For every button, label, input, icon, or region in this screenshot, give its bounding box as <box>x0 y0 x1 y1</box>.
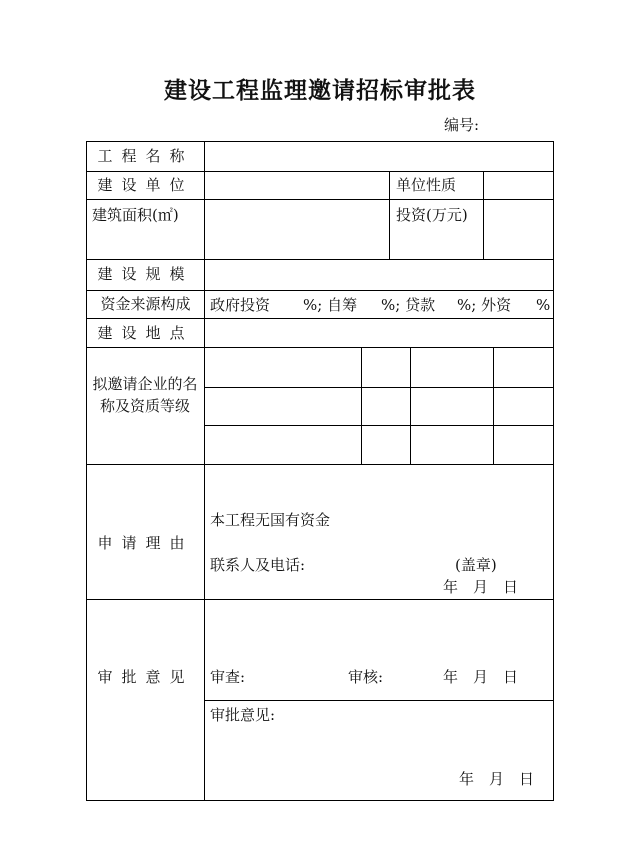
seal-label: (盖章) <box>455 556 497 574</box>
funding-source-label: 资金来源构成 <box>100 295 191 313</box>
approval-label: 审批意见 <box>97 668 194 686</box>
unit-nature-label: 单位性质 <box>396 176 457 194</box>
opinion-label: 审批意见: <box>210 706 276 724</box>
serial-number-label: 编号: <box>444 116 480 134</box>
table-bottom-border <box>86 800 554 801</box>
location-label: 建设地点 <box>97 324 194 342</box>
project-name-label: 工程名称 <box>97 147 194 165</box>
scale-label: 建设规模 <box>97 265 194 283</box>
reason-text: 本工程无国有资金 <box>210 511 331 529</box>
funding-self: %; 自筹 <box>303 296 358 314</box>
area-label: 建筑面积(㎡) <box>92 206 179 224</box>
investment-label: 投资(万元) <box>396 206 468 224</box>
table-top-border <box>86 141 554 142</box>
form-title: 建设工程监理邀请招标审批表 <box>164 77 476 104</box>
contact-label: 联系人及电话: <box>210 556 306 574</box>
approval-date: 年 月 日 <box>443 668 519 686</box>
funding-end: % <box>536 296 551 314</box>
reason-label: 申请理由 <box>97 534 194 552</box>
table-right-border <box>553 141 554 801</box>
review-label: 审查: <box>210 668 246 686</box>
reason-date: 年 月 日 <box>443 578 519 596</box>
funding-foreign: %; 外资 <box>457 296 512 314</box>
check-label: 审核: <box>348 668 384 686</box>
opinion-date: 年 月 日 <box>459 770 535 788</box>
funding-loan: %; 贷款 <box>381 296 436 314</box>
invited-firms-label: 拟邀请企业的名称及资质等级 <box>92 375 198 415</box>
table-left-border <box>86 141 87 801</box>
funding-gov: 政府投资 <box>210 296 271 314</box>
builder-label: 建设单位 <box>97 176 194 194</box>
